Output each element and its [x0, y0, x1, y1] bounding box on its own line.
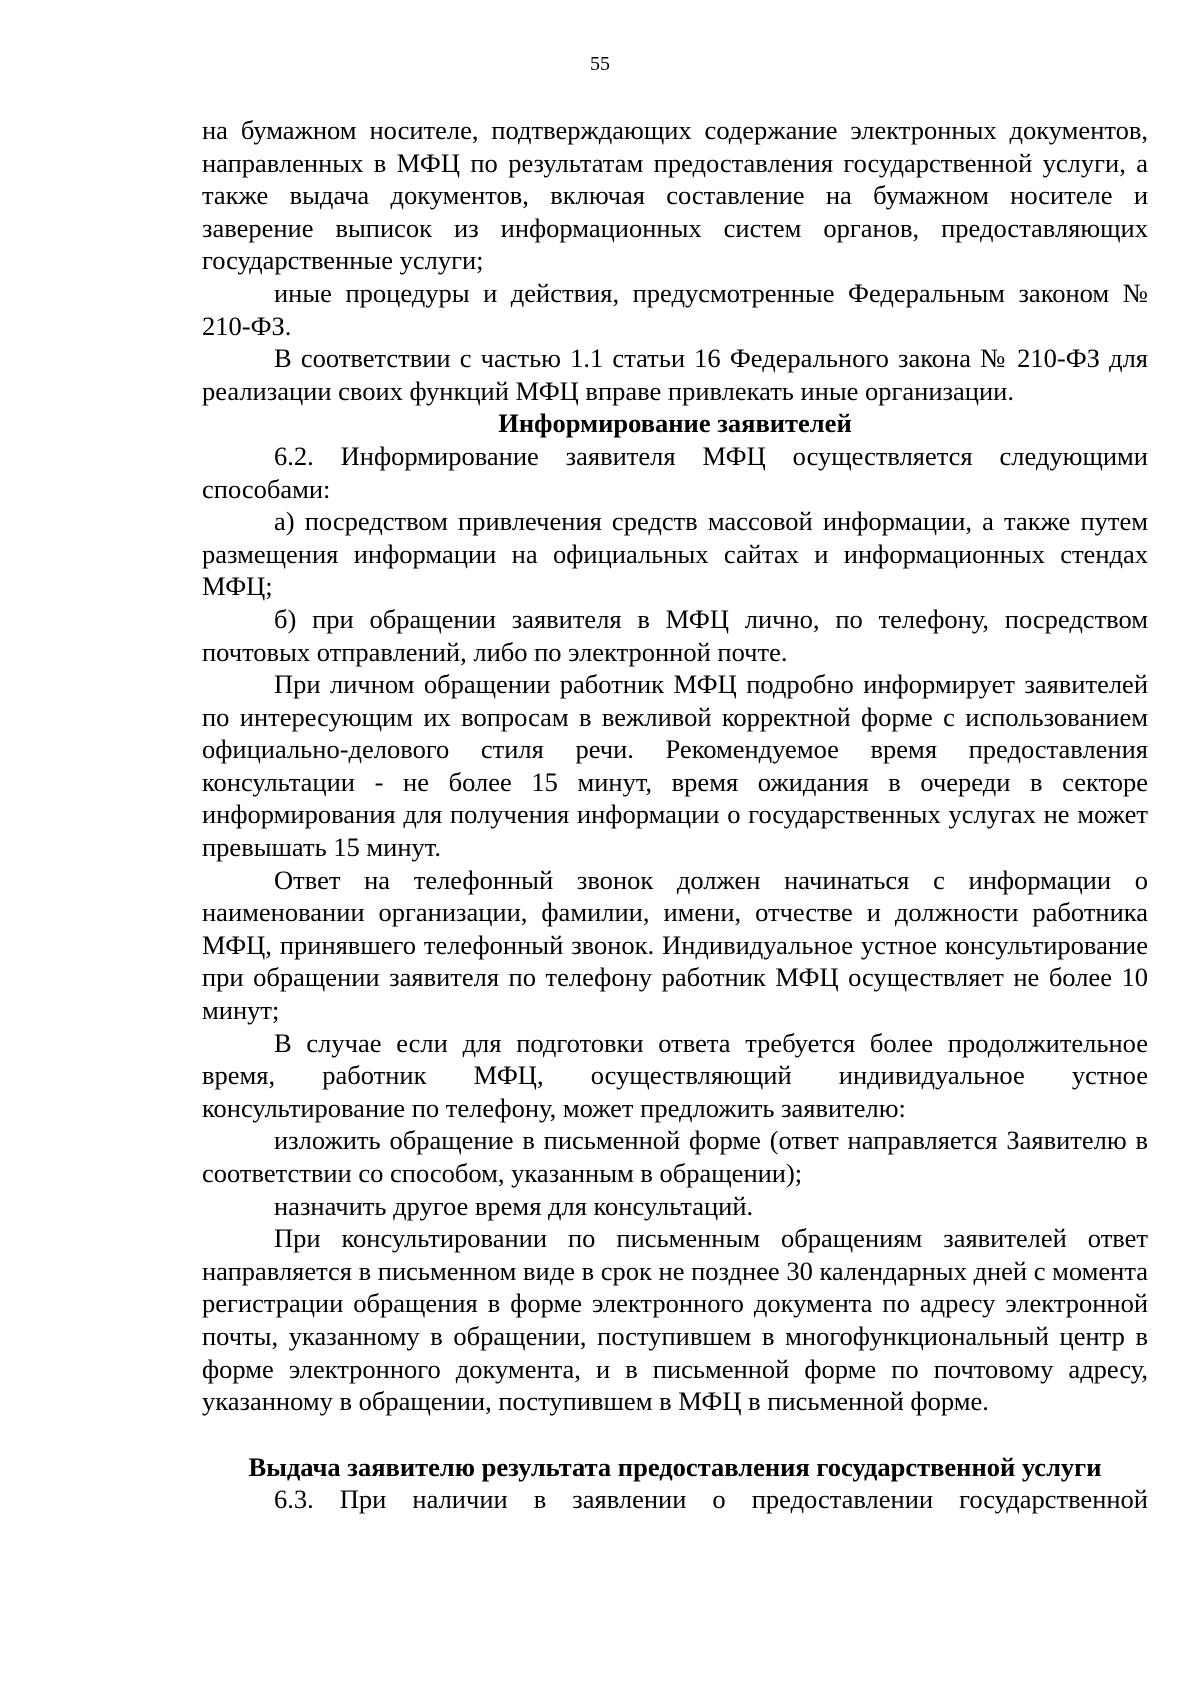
paragraph-personal-visit: При личном обращении работник МФЦ подробно информирует заявителей по интересующим их вопросам в вежливой корректной форме с использованием официально-делового стиля речи. Рекомендуемое время предоставления консультации - не более 15 минут, время ожидания в очереди в секторе информирования для получения информации о государственных услугах не может превышать 15 минут. [202, 669, 1148, 863]
paragraph-item-b: б) при обращении заявителя в МФЦ лично, по телефону, посредством почтовых отправлений, либо по электронной почте. [202, 603, 1148, 667]
paragraph-other-time: назначить другое время для консультаций. [274, 1190, 754, 1221]
section-heading-result: Выдача заявителю результата предоставления государственной услуги [248, 1451, 1102, 1482]
page-number: 55 [590, 53, 610, 75]
paragraph-written-appeals: При консультировании по письменным обращениям заявителей ответ направляется в письменном виде в срок не позднее 30 календарных дней с момента регистрации обращения в форме электронного документа по адресу электронной почты, указанному в обращении, поступившем в многофункциональный центр в форме электронного документа, и в письменной форме по почтовому адресу, указанному в обращении, поступившем в МФЦ в письменной форме. [202, 1223, 1148, 1417]
paragraph-other-procedures: иные процедуры и действия, предусмотренные Федеральным законом № 210-ФЗ. [202, 277, 1148, 341]
paragraph-written-form: изложить обращение в письменной форме (ответ направляется Заявителю в соответствии со способом, указанным в обращении); [202, 1125, 1148, 1188]
paragraph-6-3: 6.3. При наличии в заявлении о предоставлении государственной [274, 1484, 1148, 1515]
section-heading-informing: Информирование заявителей [498, 408, 852, 439]
paragraph-item-a: а) посредством привлечения средств массовой информации, а также путем размещения информации на официальных сайтах и информационных стендах МФЦ; [202, 506, 1148, 602]
paragraph-longer-answer: В случае если для подготовки ответа требуется более продолжительное время, работник МФЦ, осуществляющий индивидуальное устное консультирование по телефону, может предложить заявителю: [202, 1027, 1148, 1123]
paragraph-other-organizations: В соответствии с частью 1.1 статьи 16 Федерального закона № 210-ФЗ для реализации своих функций МФЦ вправе привлекать иные организации. [202, 343, 1148, 406]
paragraph-paper-documents: на бумажном носителе, подтверждающих содержание электронных документов, направленных в МФЦ по результатам предоставления государственной услуги, а также выдача документов, включая составление на бумажном носителе и заверение выписок из информационных систем органов, предоставляющих государственные услуги; [202, 115, 1148, 276]
paragraph-6-2: 6.2. Информирование заявителя МФЦ осуществляется следующими способами: [202, 440, 1148, 504]
document-body [202, 114, 1148, 1516]
paragraph-phone-call: Ответ на телефонный звонок должен начинаться с информации о наименовании организации, фамилии, имени, отчестве и должности работника МФЦ, принявшего телефонный звонок. Индивидуальное устное консультирование при обращении заявителя по телефону работник МФЦ осуществляет не более 10 минут; [202, 864, 1148, 1026]
